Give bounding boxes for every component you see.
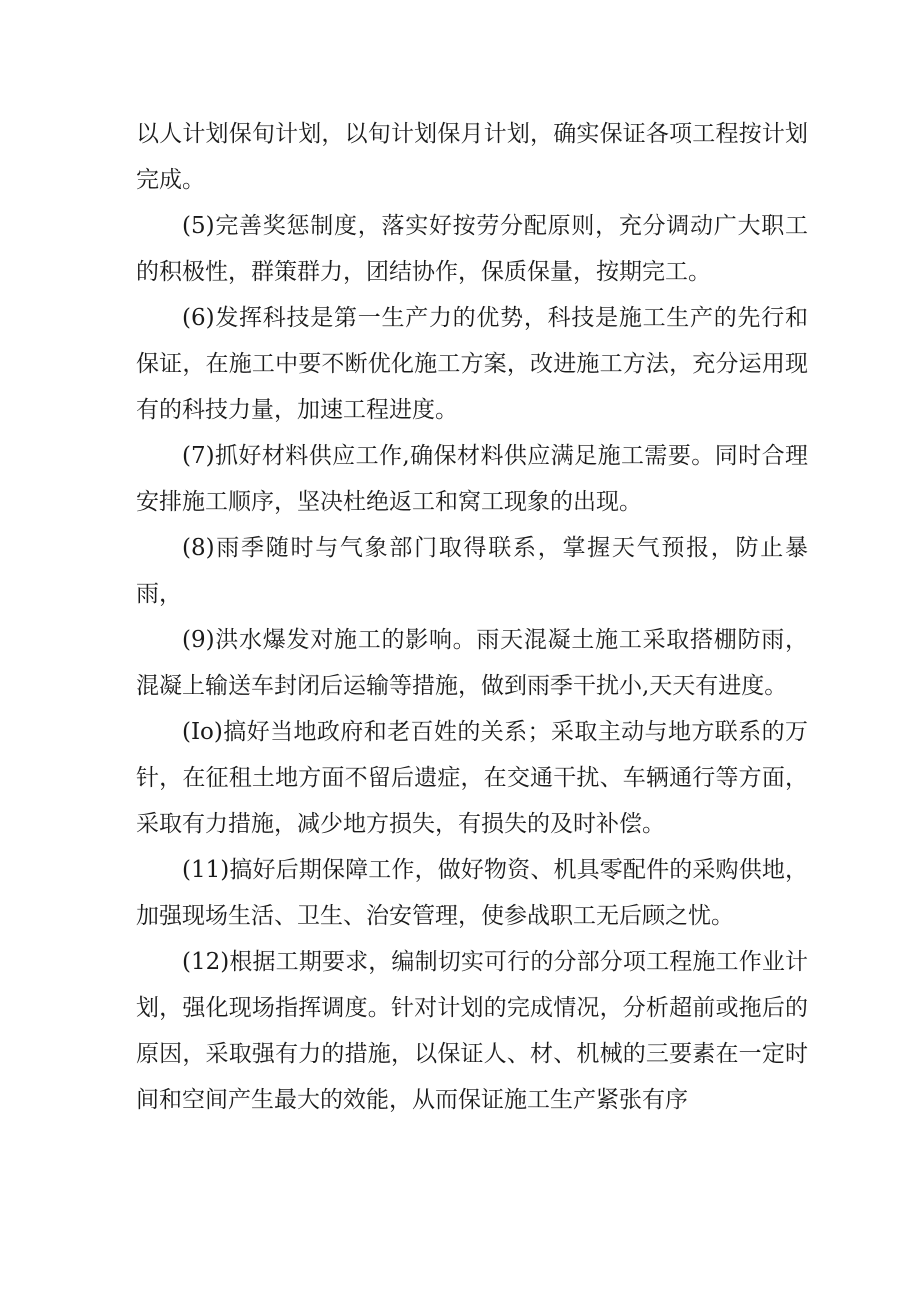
paragraph-item-10: (Io)搞好当地政府和老百姓的关系；采取主动与地方联系的万针，在征租土地方面不留后遗症，在交通干扰、车辆通行等方面，采取有力措施，减少地方损失，有损失的及时补偿。 [136, 719, 808, 837]
paragraph-item-7: (7)抓好材料供应工作,确保材料供应满足施工需要。同时合理安排施工顺序，坚决杜绝返工和窝工现象的出现。 [136, 443, 808, 515]
paragraph-item-8: (8)雨季随时与气象部门取得联系，掌握天气预报，防止暴雨， [136, 535, 808, 607]
paragraph-item-5: (5)完善奖惩制度，落实好按劳分配原则，充分调动广大职工的积极性，群策群力，团结协作，保质保量，按期完工。 [136, 213, 808, 285]
paragraph-continued: 以人计划保旬计划，以旬计划保月计划，确实保证各项工程按计划完成。 [136, 121, 808, 193]
paragraph-item-12: (12)根据工期要求，编制切实可行的分部分项工程施工作业计划，强化现场指挥调度。针对计划的完成情况，分析超前或拖后的原因，采取强有力的措施，以保证人、材、机械的三要素在一定时间和空间产生最大的效能，从而保证施工生产紧张有序 [136, 949, 808, 1113]
document-body [136, 111, 808, 1123]
paragraph-item-6: (6)发挥科技是第一生产力的优势，科技是施工生产的先行和保证，在施工中要不断优化施工方案，改进施工方法，充分运用现有的科技力量，加速工程进度。 [136, 305, 808, 423]
paragraph-item-11: (11)搞好后期保障工作，做好物资、机具零配件的采购供地，加强现场生活、卫生、治安管理，使参战职工无后顾之忧。 [136, 857, 808, 929]
paragraph-item-9: (9)洪水爆发对施工的影响。雨天混凝土施工采取搭棚防雨，混凝上输送车封闭后运输等措施，做到雨季干扰小,天天有进度。 [136, 627, 808, 699]
